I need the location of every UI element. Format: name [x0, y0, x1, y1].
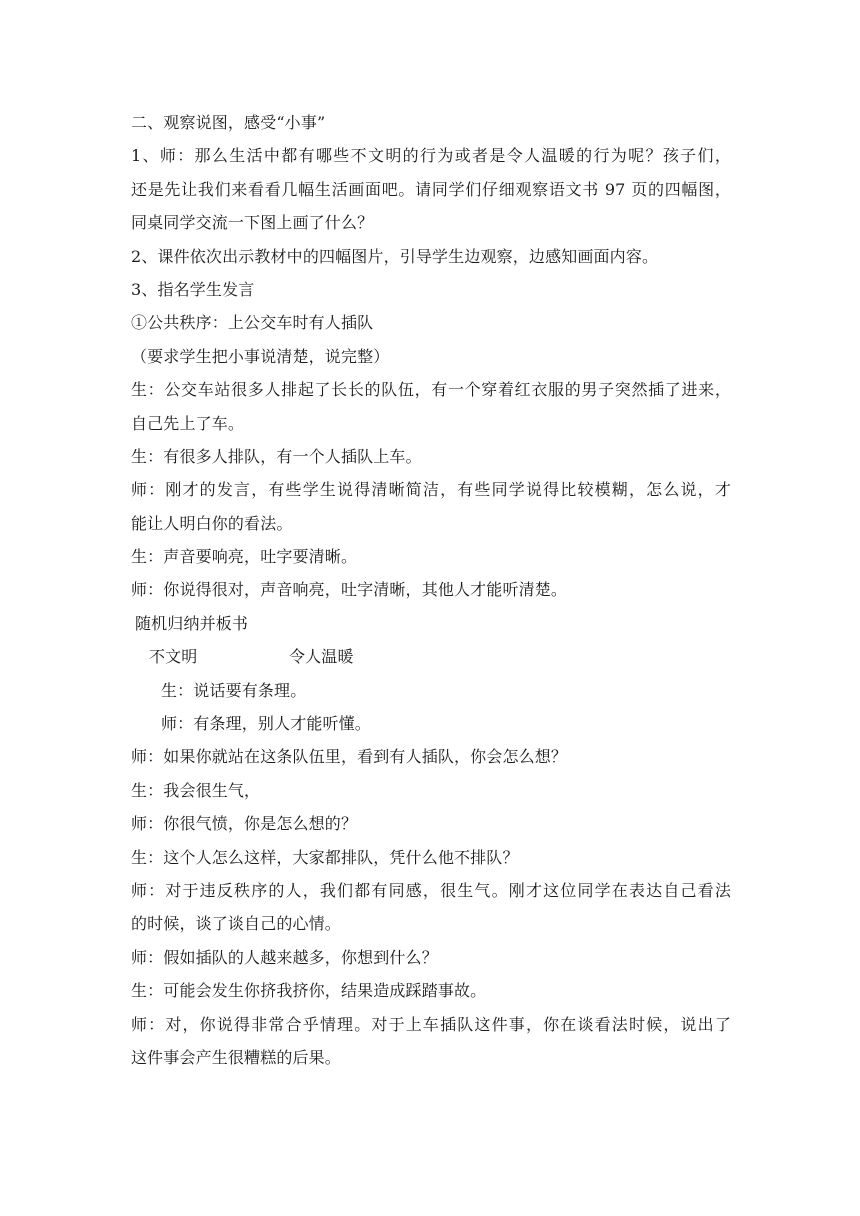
teacher-line: 师：你很气愤，你是怎么想的？ [131, 814, 358, 834]
paragraph-line: 还是先让我们来看看几幅生活画面吧。请同学们仔细观察语文书 97 页的四幅图， [131, 179, 731, 199]
paragraph-line: 2、课件依次出示教材中的四幅图片，引导学生边观察，边感知画面内容。 [131, 246, 659, 266]
teacher-line: 师：如果你就站在这条队伍里，看到有人插队，你会怎么想？ [131, 747, 568, 767]
student-line: 生：公交车站很多人排起了长长的队伍，有一个穿着红衣服的男子突然插了进来， [131, 380, 731, 400]
student-line: 自己先上了车。 [131, 413, 245, 433]
section-heading: 二、观察说图，感受“小事” [131, 113, 326, 132]
teacher-line: 师：对，你说得非常合乎情理。对于上车插队这件事，你在谈看法时候，说出了 [131, 1014, 731, 1034]
list-item: ①公共秩序：上公交车时有人插队 [131, 313, 374, 333]
student-line: 生：可能会发生你挤我挤你，结果造成踩踏事故。 [131, 981, 487, 1001]
teacher-line: 能让人明白你的看法。 [131, 513, 293, 533]
teacher-line: 师：有条理，别人才能听懂。 [161, 714, 371, 734]
teacher-line: 师：对于违反秩序的人，我们都有同感，很生气。刚才这位同学在表达自己看法 [131, 880, 731, 900]
teacher-line: 师：假如插队的人越来越多，你想到什么？ [131, 947, 438, 967]
paragraph-line: 1、师：那么生活中都有哪些不文明的行为或者是令人温暖的行为呢？孩子们， [131, 146, 731, 166]
board-col-uncivil: 不文明 [149, 647, 198, 667]
student-line: 生：这个人怎么这样，大家都排队，凭什么他不排队？ [131, 847, 519, 867]
note-line: （要求学生把小事说清楚，说完整） [131, 346, 390, 366]
teacher-line: 师：刚才的发言，有些学生说得清晰简洁，有些同学说得比较模糊，怎么说，才 [131, 480, 731, 500]
board-heading: 随机归纳并板书 [135, 613, 249, 633]
student-line: 生：说话要有条理。 [161, 680, 307, 700]
teacher-line: 师：你说得很对，声音响亮，吐字清晰，其他人才能听清楚。 [131, 580, 568, 600]
lesson-text [131, 106, 731, 1074]
student-line: 生：有很多人排队，有一个人插队上车。 [131, 446, 422, 466]
paragraph-line: 3、指名学生发言 [131, 279, 255, 299]
board-col-warm: 令人温暖 [289, 647, 354, 667]
student-line: 生：我会很生气， [131, 780, 261, 800]
board-columns [131, 640, 731, 673]
student-line: 生：声音要响亮，吐字要清晰。 [131, 547, 358, 567]
paragraph-line: 同桌同学交流一下图上画了什么？ [131, 213, 374, 233]
teacher-line: 的时候，谈了谈自己的心情。 [131, 914, 341, 934]
teacher-line: 这件事会产生很糟糕的后果。 [131, 1047, 341, 1067]
